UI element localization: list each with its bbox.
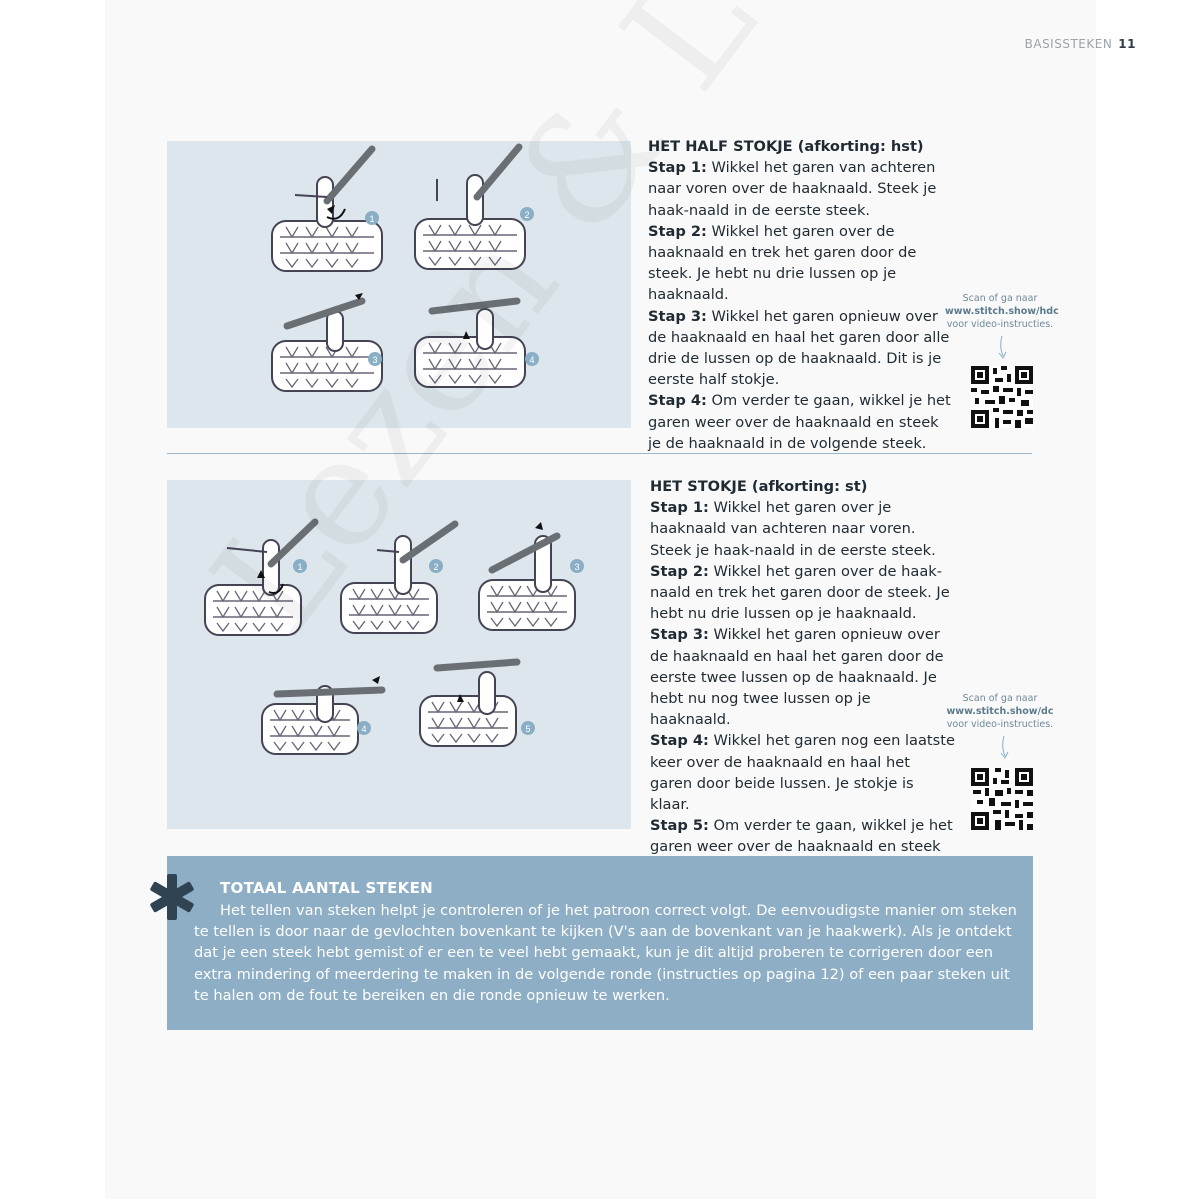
running-header xyxy=(1025,37,1136,51)
hdc-figure-2 xyxy=(415,147,525,269)
tip-title: TOTAAL AANTAL STEKEN xyxy=(220,879,433,897)
hdc-step-1 xyxy=(648,157,953,221)
dc-badge-4-number: 4 xyxy=(361,724,367,734)
hdc-scan-url[interactable]: www.stitch.show/hdc xyxy=(945,306,1059,317)
dc-badge-3-number: 3 xyxy=(574,562,580,572)
hdc-scan-line3: voor video-instructies. xyxy=(946,319,1054,330)
hdc-title xyxy=(648,138,924,155)
hdc-badge-2-number: 2 xyxy=(524,210,530,220)
dc-step-1-text: Wikkel het garen over je haaknaald van achteren naar voren. Steek je haak-naald in de eerste steek. xyxy=(650,499,936,559)
dc-instructions xyxy=(650,476,955,879)
hdc-badge-4 xyxy=(525,352,539,366)
hdc-step-1-text: Wikkel het garen van achteren naar voren over de haaknaald. Steek je haak-naald in de eerste steek. xyxy=(648,159,937,219)
page-number: 11 xyxy=(1118,37,1136,51)
hdc-step-4-text: Om verder te gaan, wikkel je het garen weer over de haaknaald en steek je de haaknaald in de volgende steek. xyxy=(648,392,951,452)
dc-illustration xyxy=(167,480,631,829)
dc-step-2-text: Wikkel het garen over de haak-naald en trek het garen door de steek. Je hebt nu drie lussen op je haaknaald. xyxy=(650,562,950,623)
dc-scan-line1: Scan of ga naar xyxy=(962,693,1038,704)
hdc-scan-note xyxy=(945,292,1059,331)
hdc-step-2-text: Wikkel het garen over de haaknaald en trek het garen door de steek. Je hebt nu drie lussen op je haaknaald. xyxy=(648,222,917,304)
hdc-step-2-label: Stap 2: xyxy=(648,222,707,240)
hdc-step-3-label: Stap 3: xyxy=(648,307,707,325)
dc-badge-5-number: 5 xyxy=(525,724,531,734)
dc-badge-4 xyxy=(357,721,371,735)
dc-figure-3 xyxy=(479,522,575,630)
hdc-instructions xyxy=(648,136,953,454)
hdc-step-4 xyxy=(648,390,953,454)
dc-badge-3 xyxy=(570,559,584,573)
dc-step-5-text: Om verder te gaan, wikkel je het garen weer over de haaknaald en steek xyxy=(650,817,953,856)
dc-scan-line3: voor video-instructies. xyxy=(946,719,1054,730)
dc-step-4-text: Wikkel het garen nog een laatste keer over de haaknaald en haal het garen door beide lussen. Je stokje is klaar. xyxy=(650,732,955,814)
asterisk-icon xyxy=(148,872,196,922)
dc-scan-url[interactable]: www.stitch.show/dc xyxy=(946,706,1054,717)
hdc-qr-code-icon[interactable] xyxy=(971,366,1033,428)
dc-badge-2-number: 2 xyxy=(433,562,439,572)
hdc-title-text: HET HALF STOKJE xyxy=(648,138,793,155)
hdc-badge-2 xyxy=(520,207,534,221)
dc-step-3-label: Stap 3: xyxy=(650,626,709,644)
dc-step-3-text: Wikkel het garen opnieuw over de haaknaald en haal het garen door de eerste twee lussen op de haaknaald. Je hebt nu nog twee lussen op je haaknaald. xyxy=(650,626,944,729)
dc-badge-5 xyxy=(521,721,535,735)
dc-abbreviation: (afkorting: st) xyxy=(751,478,868,495)
section-title: BASISSTEKEN xyxy=(1024,37,1113,51)
hdc-badge-3 xyxy=(368,352,382,366)
dc-figure-4 xyxy=(262,676,382,754)
hdc-abbreviation: (afkorting: hst) xyxy=(797,138,924,155)
dc-step-1 xyxy=(650,497,955,561)
dc-step-1-label: Stap 1: xyxy=(650,499,709,517)
dc-step-2-label: Stap 2: xyxy=(650,562,709,580)
dc-badge-1 xyxy=(293,559,307,573)
dc-badge-1-number: 1 xyxy=(297,562,303,572)
hdc-figure-3 xyxy=(272,293,382,391)
hdc-step-2 xyxy=(648,221,953,306)
dc-step-5-label: Stap 5: xyxy=(650,817,709,835)
dc-figure-1 xyxy=(205,522,315,635)
dc-figure-5 xyxy=(420,662,517,746)
hdc-scan-arrow-icon xyxy=(997,336,1009,362)
hdc-figure-1 xyxy=(272,149,382,271)
dc-step-4 xyxy=(650,730,955,815)
hdc-step-3-text: Wikkel het garen opnieuw over de haaknaald en haal het garen door alle drie de lussen op de haaknaald. Dit is je eerste half stokje. xyxy=(648,307,950,389)
dc-title-text: HET STOKJE xyxy=(650,478,747,495)
hdc-badge-3-number: 3 xyxy=(372,355,378,365)
hdc-illustration-panel xyxy=(167,141,631,428)
hdc-step-3 xyxy=(648,306,953,391)
dc-scan-arrow-icon xyxy=(999,736,1011,762)
dc-step-4-label: Stap 4: xyxy=(650,732,709,750)
dc-figure-2 xyxy=(341,524,455,633)
hdc-step-1-label: Stap 1: xyxy=(648,159,707,177)
hdc-badge-4-number: 4 xyxy=(529,355,535,365)
hdc-badge-1 xyxy=(365,211,379,225)
dc-scan-note xyxy=(945,692,1055,731)
dc-illustration-panel xyxy=(167,480,631,829)
hdc-step-4-label: Stap 4: xyxy=(648,392,707,410)
dc-step-3 xyxy=(650,624,955,730)
dc-qr-code-icon[interactable] xyxy=(971,768,1033,830)
dc-badge-2 xyxy=(429,559,443,573)
hdc-scan-line1: Scan of ga naar xyxy=(962,293,1038,304)
dc-title xyxy=(650,478,867,495)
section-divider xyxy=(167,453,1032,454)
hdc-badge-1-number: 1 xyxy=(369,214,375,224)
hdc-figure-4 xyxy=(415,301,525,387)
dc-step-2 xyxy=(650,561,955,625)
hdc-illustration xyxy=(167,141,631,428)
tip-body: Het tellen van steken helpt je controleren of je het patroon correct volgt. De eenvoudigste manier om steken te tellen is door naar de gevlochten bovenkant te kijken (V's aan de bovenkant van je haakwerk). Als je ontdekt dat je een steek hebt gemist of er een te veel hebt gemaakt, kun je dit altijd proberen te corrigeren door een extra mindering of meerdering te maken in de volgende ronde (instructies op pagina 12) of een paar steken uit te halen om de fout te bereiken en die ronde opnieuw te werken. xyxy=(194,902,1017,1004)
